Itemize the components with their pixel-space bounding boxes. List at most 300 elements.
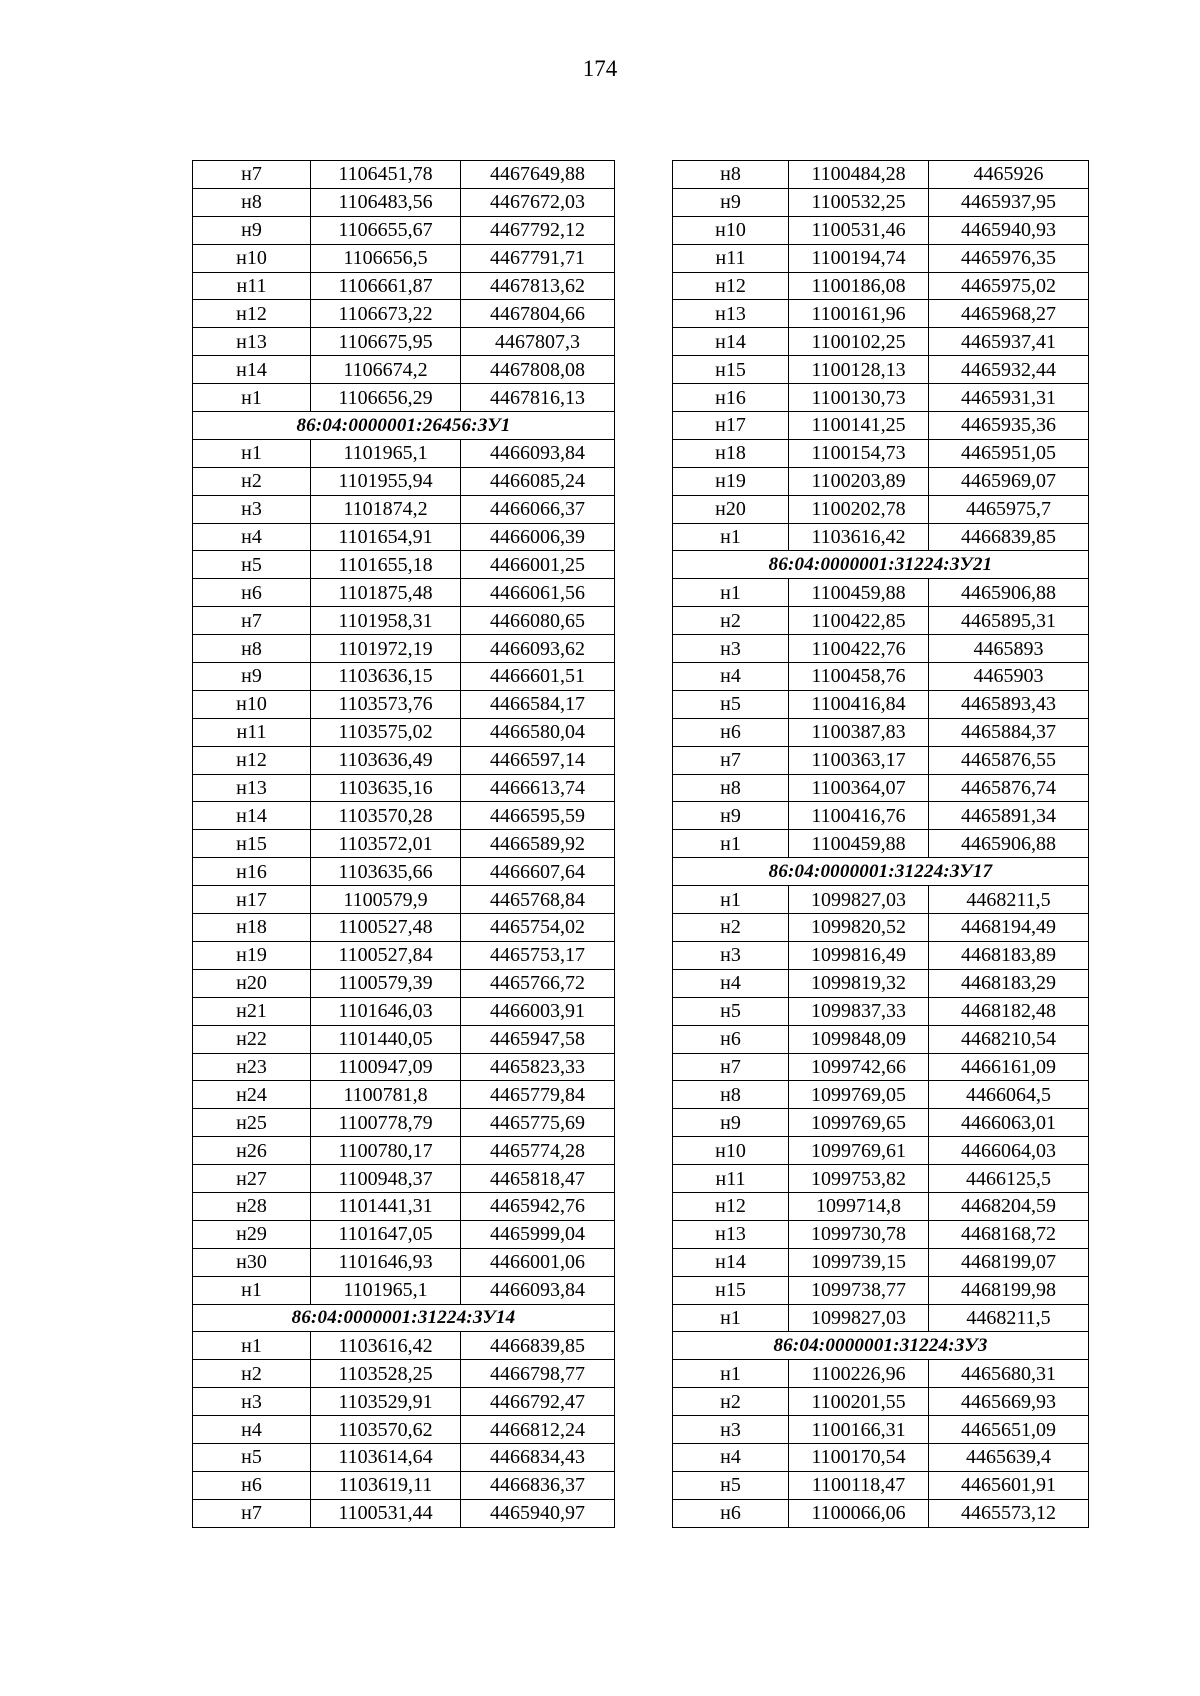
y-coordinate-cell: 4465935,36 (929, 412, 1089, 440)
point-label-cell: н5 (673, 690, 789, 718)
table-row (193, 467, 615, 495)
table-row (673, 467, 1089, 495)
point-label-cell: н5 (673, 997, 789, 1025)
point-label-cell: н14 (193, 356, 311, 384)
x-coordinate-cell: 1103635,66 (311, 858, 461, 886)
point-label-cell: н10 (673, 1137, 789, 1165)
x-coordinate-cell: 1103570,28 (311, 802, 461, 830)
point-label-cell: н11 (673, 244, 789, 272)
point-label-cell: н16 (673, 384, 789, 412)
x-coordinate-cell: 1101875,48 (311, 579, 461, 607)
y-coordinate-cell: 4468204,59 (929, 1192, 1089, 1220)
point-label-cell: н7 (193, 1499, 311, 1527)
y-coordinate-cell: 4467672,03 (461, 188, 615, 216)
y-coordinate-cell: 4467649,88 (461, 161, 615, 189)
y-coordinate-cell: 4465775,69 (461, 1109, 615, 1137)
y-coordinate-cell: 4465823,33 (461, 1053, 615, 1081)
table-row (193, 495, 615, 523)
table-row (673, 1220, 1089, 1248)
y-coordinate-cell: 4465680,31 (929, 1360, 1089, 1388)
table-row (193, 1248, 615, 1276)
table-row (193, 663, 615, 691)
y-coordinate-cell: 4468194,49 (929, 914, 1089, 942)
point-label-cell: н1 (673, 523, 789, 551)
point-label-cell: н4 (193, 1416, 311, 1444)
y-coordinate-cell: 4466792,47 (461, 1388, 615, 1416)
point-label-cell: н26 (193, 1137, 311, 1165)
y-coordinate-cell: 4465601,91 (929, 1471, 1089, 1499)
point-label-cell: н6 (673, 718, 789, 746)
point-label-cell: н2 (193, 1360, 311, 1388)
x-coordinate-cell: 1100531,46 (789, 216, 929, 244)
point-label-cell: н8 (193, 635, 311, 663)
y-coordinate-cell: 4465766,72 (461, 969, 615, 997)
x-coordinate-cell: 1100154,73 (789, 439, 929, 467)
table-row (673, 1081, 1089, 1109)
point-label-cell: н12 (193, 746, 311, 774)
table-row (193, 914, 615, 942)
x-coordinate-cell: 1099769,05 (789, 1081, 929, 1109)
cadastral-number-heading: 86:04:0000001:31224:ЗУ17 (673, 858, 1089, 886)
y-coordinate-cell: 4465969,07 (929, 467, 1089, 495)
cadastral-number-heading: 86:04:0000001:26456:ЗУ1 (193, 412, 615, 440)
x-coordinate-cell: 1106483,56 (311, 188, 461, 216)
point-label-cell: н11 (193, 272, 311, 300)
table-row (193, 941, 615, 969)
table-row (193, 858, 615, 886)
x-coordinate-cell: 1101955,94 (311, 467, 461, 495)
x-coordinate-cell: 1099769,61 (789, 1137, 929, 1165)
point-label-cell: н1 (673, 1304, 789, 1332)
y-coordinate-cell: 4466064,5 (929, 1081, 1089, 1109)
y-coordinate-cell: 4466001,06 (461, 1248, 615, 1276)
x-coordinate-cell: 1103575,02 (311, 718, 461, 746)
cadastral-number-heading: 86:04:0000001:31224:ЗУ3 (673, 1332, 1089, 1360)
table-row (193, 188, 615, 216)
x-coordinate-cell: 1103636,15 (311, 663, 461, 691)
y-coordinate-cell: 4465893,43 (929, 690, 1089, 718)
point-label-cell: н12 (193, 300, 311, 328)
point-label-cell: н18 (193, 914, 311, 942)
table-row (673, 439, 1089, 467)
y-coordinate-cell: 4467813,62 (461, 272, 615, 300)
x-coordinate-cell: 1106451,78 (311, 161, 461, 189)
x-coordinate-cell: 1100118,47 (789, 1471, 929, 1499)
y-coordinate-cell: 4466066,37 (461, 495, 615, 523)
y-coordinate-cell: 4466836,37 (461, 1471, 615, 1499)
point-label-cell: н13 (193, 328, 311, 356)
table-row (193, 774, 615, 802)
table-row (673, 1109, 1089, 1137)
y-coordinate-cell: 4465779,84 (461, 1081, 615, 1109)
section-header-row (673, 1332, 1089, 1360)
point-label-cell: н1 (673, 1360, 789, 1388)
x-coordinate-cell: 1100781,8 (311, 1081, 461, 1109)
table-row (673, 1276, 1089, 1304)
point-label-cell: н14 (673, 1248, 789, 1276)
x-coordinate-cell: 1101655,18 (311, 551, 461, 579)
x-coordinate-cell: 1099837,33 (789, 997, 929, 1025)
y-coordinate-cell: 4465774,28 (461, 1137, 615, 1165)
point-label-cell: н18 (673, 439, 789, 467)
point-label-cell: н5 (193, 1443, 311, 1471)
x-coordinate-cell: 1106674,2 (311, 356, 461, 384)
x-coordinate-cell: 1100532,25 (789, 188, 929, 216)
table-row (673, 635, 1089, 663)
x-coordinate-cell: 1100948,37 (311, 1165, 461, 1193)
table-row (193, 1165, 615, 1193)
point-label-cell: н7 (193, 607, 311, 635)
point-label-cell: н24 (193, 1081, 311, 1109)
x-coordinate-cell: 1099827,03 (789, 1304, 929, 1332)
x-coordinate-cell: 1099848,09 (789, 1025, 929, 1053)
y-coordinate-cell: 4466063,01 (929, 1109, 1089, 1137)
coordinates-table-right (672, 160, 1089, 1528)
table-row (193, 161, 615, 189)
y-coordinate-cell: 4465968,27 (929, 300, 1089, 328)
table-row (673, 495, 1089, 523)
point-label-cell: н7 (193, 161, 311, 189)
point-label-cell: н4 (673, 969, 789, 997)
y-coordinate-cell: 4467791,71 (461, 244, 615, 272)
y-coordinate-cell: 4465573,12 (929, 1499, 1089, 1527)
section-header-row (193, 1304, 615, 1332)
table-row (193, 997, 615, 1025)
x-coordinate-cell: 1103619,11 (311, 1471, 461, 1499)
table-row (673, 1137, 1089, 1165)
table-row (193, 1332, 615, 1360)
point-label-cell: н3 (673, 1416, 789, 1444)
section-header-row (193, 412, 615, 440)
y-coordinate-cell: 4465951,05 (929, 439, 1089, 467)
point-label-cell: н6 (193, 579, 311, 607)
point-label-cell: н8 (673, 161, 789, 189)
y-coordinate-cell: 4468211,5 (929, 886, 1089, 914)
section-header-row (673, 551, 1089, 579)
table-row (673, 1248, 1089, 1276)
point-label-cell: н8 (193, 188, 311, 216)
table-row (673, 1471, 1089, 1499)
point-label-cell: н15 (673, 356, 789, 384)
point-label-cell: н2 (673, 607, 789, 635)
x-coordinate-cell: 1099816,49 (789, 941, 929, 969)
table-row (193, 356, 615, 384)
x-coordinate-cell: 1106655,67 (311, 216, 461, 244)
table-row (193, 1220, 615, 1248)
table-row (673, 1165, 1089, 1193)
point-label-cell: н20 (673, 495, 789, 523)
y-coordinate-cell: 4466839,85 (461, 1332, 615, 1360)
point-label-cell: н19 (193, 941, 311, 969)
point-label-cell: н1 (193, 439, 311, 467)
table-row (673, 607, 1089, 635)
y-coordinate-cell: 4465906,88 (929, 579, 1089, 607)
y-coordinate-cell: 4466161,09 (929, 1053, 1089, 1081)
y-coordinate-cell: 4466093,84 (461, 1276, 615, 1304)
table-row (193, 1499, 615, 1527)
point-label-cell: н1 (193, 1332, 311, 1360)
y-coordinate-cell: 4465876,55 (929, 746, 1089, 774)
cadastral-number-heading: 86:04:0000001:31224:ЗУ21 (673, 551, 1089, 579)
table-row (193, 1081, 615, 1109)
table-row (673, 188, 1089, 216)
y-coordinate-cell: 4466584,17 (461, 690, 615, 718)
y-coordinate-cell: 4465932,44 (929, 356, 1089, 384)
x-coordinate-cell: 1099714,8 (789, 1192, 929, 1220)
point-label-cell: н22 (193, 1025, 311, 1053)
x-coordinate-cell: 1100141,25 (789, 412, 929, 440)
y-coordinate-cell: 4467792,12 (461, 216, 615, 244)
table-row (193, 579, 615, 607)
table-row (193, 1276, 615, 1304)
x-coordinate-cell: 1099753,82 (789, 1165, 929, 1193)
x-coordinate-cell: 1103570,62 (311, 1416, 461, 1444)
table-row (193, 802, 615, 830)
y-coordinate-cell: 4466125,5 (929, 1165, 1089, 1193)
point-label-cell: н4 (193, 523, 311, 551)
point-label-cell: н1 (673, 886, 789, 914)
y-coordinate-cell: 4466589,92 (461, 830, 615, 858)
point-label-cell: н21 (193, 997, 311, 1025)
x-coordinate-cell: 1103529,91 (311, 1388, 461, 1416)
y-coordinate-cell: 4467804,66 (461, 300, 615, 328)
point-label-cell: н9 (673, 802, 789, 830)
x-coordinate-cell: 1101965,1 (311, 1276, 461, 1304)
point-label-cell: н17 (193, 886, 311, 914)
point-label-cell: н9 (673, 188, 789, 216)
point-label-cell: н20 (193, 969, 311, 997)
point-label-cell: н3 (673, 635, 789, 663)
point-label-cell: н19 (673, 467, 789, 495)
point-label-cell: н10 (193, 690, 311, 718)
cadastral-number-heading: 86:04:0000001:31224:ЗУ14 (193, 1304, 615, 1332)
table-row (673, 412, 1089, 440)
point-label-cell: н9 (193, 216, 311, 244)
table-row (673, 1192, 1089, 1220)
y-coordinate-cell: 4466597,14 (461, 746, 615, 774)
y-coordinate-cell: 4465976,35 (929, 244, 1089, 272)
x-coordinate-cell: 1100947,09 (311, 1053, 461, 1081)
x-coordinate-cell: 1100194,74 (789, 244, 929, 272)
table-row (193, 244, 615, 272)
point-label-cell: н6 (673, 1025, 789, 1053)
y-coordinate-cell: 4468183,29 (929, 969, 1089, 997)
x-coordinate-cell: 1101646,93 (311, 1248, 461, 1276)
y-coordinate-cell: 4465903 (929, 663, 1089, 691)
y-coordinate-cell: 4467808,08 (461, 356, 615, 384)
point-label-cell: н12 (673, 272, 789, 300)
table-row (193, 635, 615, 663)
table-row (193, 1360, 615, 1388)
table-row (673, 802, 1089, 830)
table-row (673, 216, 1089, 244)
y-coordinate-cell: 4465818,47 (461, 1165, 615, 1193)
x-coordinate-cell: 1100364,07 (789, 774, 929, 802)
table-row (193, 969, 615, 997)
x-coordinate-cell: 1101972,19 (311, 635, 461, 663)
y-coordinate-cell: 4465947,58 (461, 1025, 615, 1053)
table-row (193, 1025, 615, 1053)
table-row (193, 300, 615, 328)
x-coordinate-cell: 1103572,01 (311, 830, 461, 858)
point-label-cell: н1 (673, 579, 789, 607)
x-coordinate-cell: 1099819,32 (789, 969, 929, 997)
x-coordinate-cell: 1103616,42 (311, 1332, 461, 1360)
x-coordinate-cell: 1100778,79 (311, 1109, 461, 1137)
point-label-cell: н12 (673, 1192, 789, 1220)
point-label-cell: н10 (673, 216, 789, 244)
point-label-cell: н3 (193, 1388, 311, 1416)
point-label-cell: н25 (193, 1109, 311, 1137)
point-label-cell: н13 (673, 1220, 789, 1248)
y-coordinate-cell: 4466001,25 (461, 551, 615, 579)
x-coordinate-cell: 1099739,15 (789, 1248, 929, 1276)
point-label-cell: н23 (193, 1053, 311, 1081)
table-row (193, 1416, 615, 1444)
x-coordinate-cell: 1100416,84 (789, 690, 929, 718)
y-coordinate-cell: 4468199,98 (929, 1276, 1089, 1304)
y-coordinate-cell: 4466613,74 (461, 774, 615, 802)
y-coordinate-cell: 4466834,43 (461, 1443, 615, 1471)
point-label-cell: н27 (193, 1165, 311, 1193)
y-coordinate-cell: 4465893 (929, 635, 1089, 663)
point-label-cell: н6 (673, 1499, 789, 1527)
table-row (673, 690, 1089, 718)
point-label-cell: н15 (673, 1276, 789, 1304)
y-coordinate-cell: 4465999,04 (461, 1220, 615, 1248)
x-coordinate-cell: 1106675,95 (311, 328, 461, 356)
y-coordinate-cell: 4465753,17 (461, 941, 615, 969)
table-row (673, 1025, 1089, 1053)
x-coordinate-cell: 1100161,96 (789, 300, 929, 328)
table-row (673, 1499, 1089, 1527)
point-label-cell: н1 (193, 384, 311, 412)
point-label-cell: н7 (673, 746, 789, 774)
x-coordinate-cell: 1100387,83 (789, 718, 929, 746)
x-coordinate-cell: 1100416,76 (789, 802, 929, 830)
table-row (673, 1053, 1089, 1081)
x-coordinate-cell: 1101441,31 (311, 1192, 461, 1220)
y-coordinate-cell: 4466064,03 (929, 1137, 1089, 1165)
y-coordinate-cell: 4465926 (929, 161, 1089, 189)
table-row (673, 718, 1089, 746)
y-coordinate-cell: 4465975,02 (929, 272, 1089, 300)
y-coordinate-cell: 4468182,48 (929, 997, 1089, 1025)
table-row (193, 718, 615, 746)
table-row (673, 356, 1089, 384)
y-coordinate-cell: 4465937,95 (929, 188, 1089, 216)
y-coordinate-cell: 4465940,93 (929, 216, 1089, 244)
y-coordinate-cell: 4466061,56 (461, 579, 615, 607)
table-row (673, 914, 1089, 942)
x-coordinate-cell: 1103636,49 (311, 746, 461, 774)
x-coordinate-cell: 1103635,16 (311, 774, 461, 802)
x-coordinate-cell: 1100128,13 (789, 356, 929, 384)
table-row (673, 523, 1089, 551)
table-row (673, 969, 1089, 997)
table-row (193, 1388, 615, 1416)
point-label-cell: н28 (193, 1192, 311, 1220)
point-label-cell: н16 (193, 858, 311, 886)
point-label-cell: н4 (673, 1443, 789, 1471)
point-label-cell: н14 (673, 328, 789, 356)
y-coordinate-cell: 4465931,31 (929, 384, 1089, 412)
table-row (673, 300, 1089, 328)
y-coordinate-cell: 4465906,88 (929, 830, 1089, 858)
table-row (193, 1053, 615, 1081)
x-coordinate-cell: 1100186,08 (789, 272, 929, 300)
table-row (193, 1137, 615, 1165)
table-row (673, 244, 1089, 272)
y-coordinate-cell: 4466093,62 (461, 635, 615, 663)
x-coordinate-cell: 1100203,89 (789, 467, 929, 495)
y-coordinate-cell: 4466812,24 (461, 1416, 615, 1444)
x-coordinate-cell: 1099742,66 (789, 1053, 929, 1081)
x-coordinate-cell: 1100780,17 (311, 1137, 461, 1165)
table-row (193, 439, 615, 467)
x-coordinate-cell: 1100459,88 (789, 830, 929, 858)
y-coordinate-cell: 4465942,76 (461, 1192, 615, 1220)
coordinates-table-left (192, 160, 615, 1528)
x-coordinate-cell: 1099769,65 (789, 1109, 929, 1137)
x-coordinate-cell: 1100527,84 (311, 941, 461, 969)
x-coordinate-cell: 1101654,91 (311, 523, 461, 551)
table-row (193, 746, 615, 774)
x-coordinate-cell: 1100422,85 (789, 607, 929, 635)
section-header-row (673, 858, 1089, 886)
x-coordinate-cell: 1100166,31 (789, 1416, 929, 1444)
table-row (673, 328, 1089, 356)
y-coordinate-cell: 4465639,4 (929, 1443, 1089, 1471)
point-label-cell: н2 (673, 914, 789, 942)
x-coordinate-cell: 1101958,31 (311, 607, 461, 635)
point-label-cell: н8 (673, 774, 789, 802)
table-row (193, 1192, 615, 1220)
point-label-cell: н29 (193, 1220, 311, 1248)
table-row (193, 523, 615, 551)
table-row (193, 1443, 615, 1471)
point-label-cell: н30 (193, 1248, 311, 1276)
y-coordinate-cell: 4468211,5 (929, 1304, 1089, 1332)
table-row (193, 272, 615, 300)
point-label-cell: н7 (673, 1053, 789, 1081)
y-coordinate-cell: 4465768,84 (461, 886, 615, 914)
y-coordinate-cell: 4466085,24 (461, 467, 615, 495)
x-coordinate-cell: 1100130,73 (789, 384, 929, 412)
x-coordinate-cell: 1099827,03 (789, 886, 929, 914)
y-coordinate-cell: 4465937,41 (929, 328, 1089, 356)
y-coordinate-cell: 4468199,07 (929, 1248, 1089, 1276)
point-label-cell: н14 (193, 802, 311, 830)
x-coordinate-cell: 1099730,78 (789, 1220, 929, 1248)
y-coordinate-cell: 4465669,93 (929, 1388, 1089, 1416)
y-coordinate-cell: 4466607,64 (461, 858, 615, 886)
table-row (193, 830, 615, 858)
point-label-cell: н11 (193, 718, 311, 746)
y-coordinate-cell: 4466080,65 (461, 607, 615, 635)
point-label-cell: н9 (193, 663, 311, 691)
x-coordinate-cell: 1101646,03 (311, 997, 461, 1025)
y-coordinate-cell: 4465895,31 (929, 607, 1089, 635)
table-row (673, 941, 1089, 969)
x-coordinate-cell: 1106673,22 (311, 300, 461, 328)
y-coordinate-cell: 4466003,91 (461, 997, 615, 1025)
point-label-cell: н5 (193, 551, 311, 579)
point-label-cell: н10 (193, 244, 311, 272)
x-coordinate-cell: 1100531,44 (311, 1499, 461, 1527)
table-row (193, 1471, 615, 1499)
y-coordinate-cell: 4465651,09 (929, 1416, 1089, 1444)
